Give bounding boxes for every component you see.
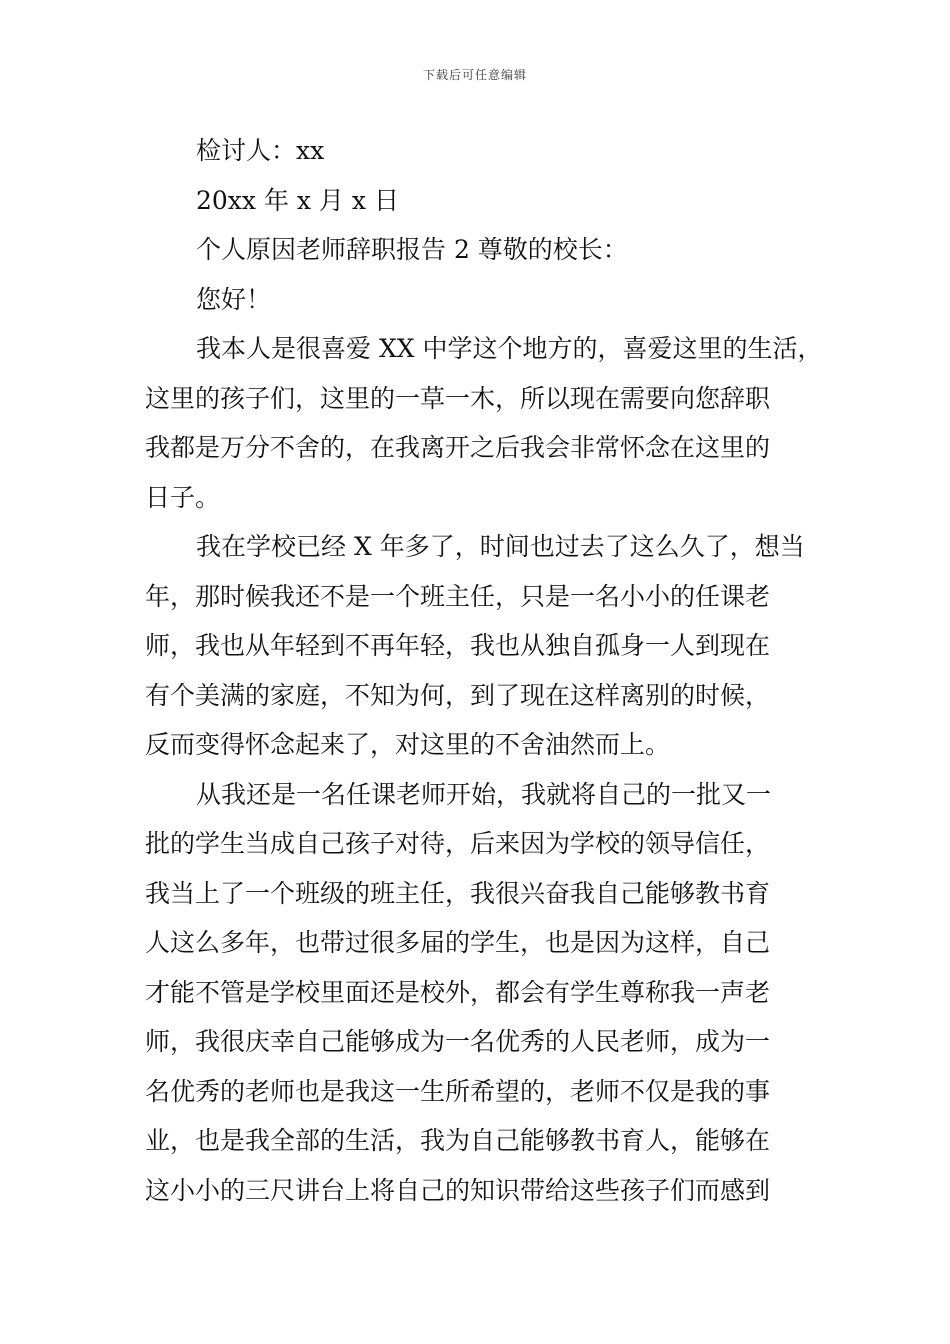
- paragraph-line: 师，我也从年轻到不再年轻，我也从独自孤身一人到现在: [145, 631, 771, 660]
- header-note: 下载后可任意编辑: [422, 68, 527, 82]
- paragraph-line: 年，那时候我还不是一个班主任，只是一名小小的任课老: [145, 581, 771, 611]
- paragraph-line: 从我还是一名任课老师开始，我就将自己的一批又一: [196, 779, 772, 809]
- paragraph-line: 这里的孩子们，这里的一草一木，所以现在需要向您辞职: [145, 383, 771, 413]
- heading-line: 个人原因老师辞职报告 2 尊敬的校长：: [196, 235, 628, 264]
- paragraph-line: 我当上了一个班级的班主任，我很兴奋我自己能够教书育: [145, 878, 771, 908]
- paragraph-line: 反而变得怀念起来了，对这里的不舍油然而上。: [145, 730, 671, 759]
- paragraph-line: 师，我很庆幸自己能够成为一名优秀的人民老师，成为一: [145, 1027, 771, 1056]
- paragraph-line: 人这么多年，也带过很多届的学生，也是因为这样，自己: [145, 928, 771, 957]
- paragraph-line: 日子。: [145, 482, 221, 512]
- date-line: 20xx 年 x 月 x 日: [196, 185, 399, 215]
- paragraph-line: 名优秀的老师也是我这一生所希望的，老师不仅是我的事: [145, 1076, 771, 1106]
- paragraph-line: 我都是万分不舍的，在我离开之后我会非常怀念在这里的: [145, 433, 771, 462]
- document-body: [145, 126, 823, 1215]
- paragraph-line: 我在学校已经 X 年多了，时间也过去了这么久了，想当: [196, 532, 805, 561]
- greeting-line: 您好！: [196, 284, 272, 314]
- paragraph-line: 这小小的三尺讲台上将自己的知识带给这些孩子们而感到: [145, 1175, 771, 1205]
- paragraph-line: 批的学生当成自己孩子对待，后来因为学校的领导信任，: [145, 829, 771, 858]
- paragraph-line: 我本人是很喜爱 XX 中学这个地方的，喜爱这里的生活，: [196, 334, 823, 363]
- paragraph-line: 才能不管是学校里面还是校外，都会有学生尊称我一声老: [145, 977, 771, 1007]
- signature-line: 检讨人：xx: [196, 136, 325, 165]
- paragraph-line: 有个美满的家庭，不知为何，到了现在这样离别的时候，: [145, 680, 771, 710]
- paragraph-line: 业，也是我全部的生活，我为自己能够教书育人，能够在: [145, 1126, 771, 1155]
